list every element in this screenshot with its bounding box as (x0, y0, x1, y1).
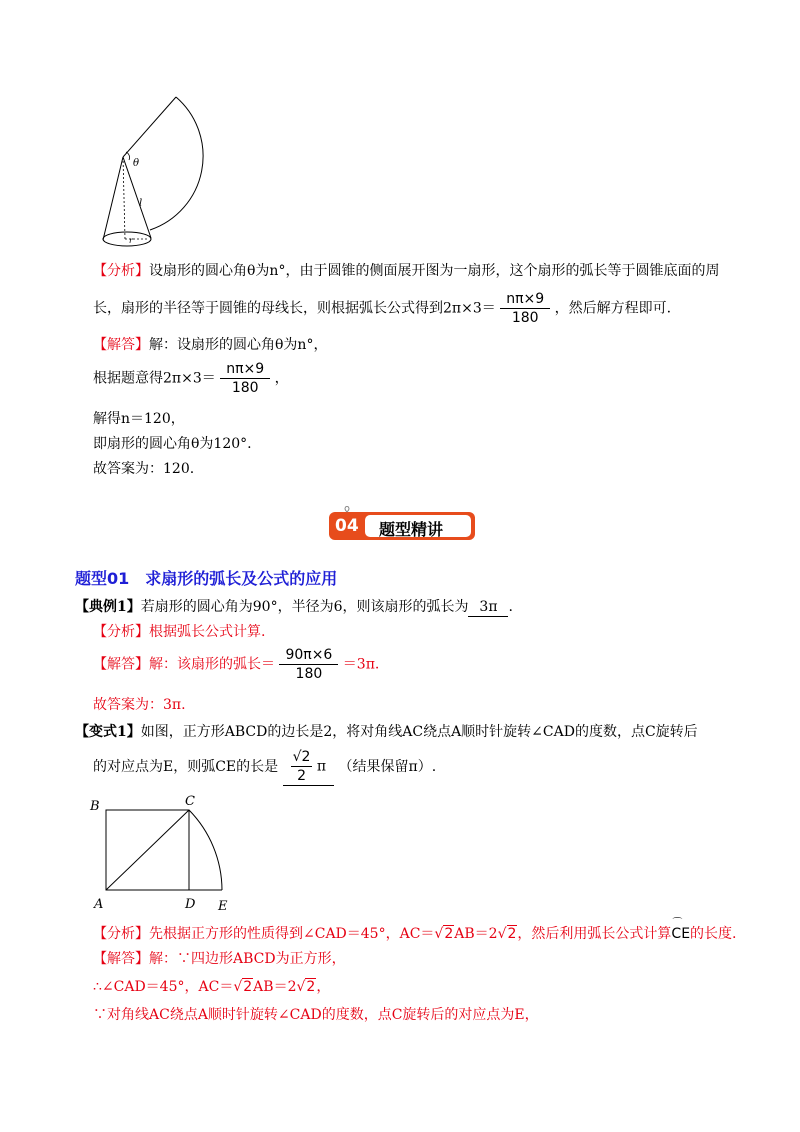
variant1-line1: 【变式1】如图，正方形ABCD的边长是2，将对角线AC绕点A顺时针旋转∠CAD的度数，点C旋转后 (75, 724, 698, 740)
section-title: 题型01 求扇形的弧长及公式的应用 (75, 569, 338, 588)
answer1-line3: 解得n＝120， (93, 411, 185, 427)
example1-conclusion: 故答案为：3π. (93, 697, 186, 713)
variant1-tag: 【变式1】 (75, 724, 141, 740)
variant1-blank: $\frac{√2}{2}$ π (283, 748, 334, 786)
variant1-analysis: 【分析】先根据正方形的性质得到∠CAD＝45°，AC＝√2AB＝2√2，然后利用弧长公式计算 ⌒ CE的长度. (93, 918, 737, 942)
variant1-answer-line2: ∴∠CAD＝45°，AC＝√2AB＝2√2， (93, 979, 331, 995)
answer1-line5: 故答案为：120. (93, 461, 195, 477)
answer1-line4: 即扇形的圆心角θ为120°. (93, 436, 252, 452)
r-label: r (129, 236, 133, 245)
label-A: A (94, 897, 104, 912)
answer1-fraction: $\frac{n\pi\times 9}{180}$ (220, 360, 270, 397)
answer1-line2: 根据题意得2π×3＝ $\frac{n\pi\times 9}{180}$ ， (93, 361, 289, 396)
example1-question: 【典例1】若扇形的圆心角为90°，半径为6，则该扇形的弧长为 3π . (75, 599, 513, 615)
label-C: C (185, 794, 195, 809)
example1-fraction: $\frac{90\pi\times 6}{180}$ (279, 646, 338, 683)
variant1-line2: 的对应点为E，则弧CE的长是 $\frac{√2}{2}$ π （结果保留π）. (93, 749, 437, 784)
label-B: B (90, 799, 100, 814)
banner-text: 题型精讲 (379, 520, 444, 539)
example1-analysis: 【分析】根据弧长公式计算. (93, 624, 266, 640)
l-label: l (139, 198, 143, 209)
analysis1-tag: 【分析】 (93, 263, 149, 279)
example1-answer: 【解答】解：该扇形的弧长＝ $\frac{90\pi\times 6}{180}$ ＝3π. (93, 647, 380, 682)
square-figure (88, 792, 248, 912)
banner-number: 04 (335, 516, 359, 536)
arc-ce-symbol: ⌒ CE (671, 918, 691, 942)
cone-sector-figure (95, 90, 215, 255)
analysis1-line1: 【分析】设扇形的圆心角θ为n°，由于圆锥的侧面展开图为一扇形，这个扇形的弧长等于圆锥底面的周 (93, 263, 720, 279)
label-D: D (185, 897, 196, 912)
answer1-line1: 【解答】解：设扇形的圆心角θ为n°， (93, 337, 328, 353)
analysis1-line2: 长，扇形的半径等于圆锥的母线长，则根据弧长公式得到2π×3＝ $\frac{n\pi\times 9}{180}$ ，然后解方程即可. (93, 291, 672, 326)
answer1-tag: 【解答】 (93, 337, 149, 353)
example1-blank: 3π (468, 598, 508, 617)
example1-tag: 【典例1】 (75, 599, 141, 615)
section-banner (327, 506, 477, 542)
variant1-answer-line1: 【解答】解：∵四边形ABCD为正方形， (93, 951, 346, 967)
analysis1-fraction: $\frac{n\pi\times 9}{180}$ (500, 290, 550, 327)
theta-label: θ (133, 158, 140, 169)
variant1-answer-line3: ∵对角线AC绕点A顺时针旋转∠CAD的度数，点C旋转后的对应点为E， (93, 1007, 539, 1023)
label-E: E (218, 899, 228, 912)
